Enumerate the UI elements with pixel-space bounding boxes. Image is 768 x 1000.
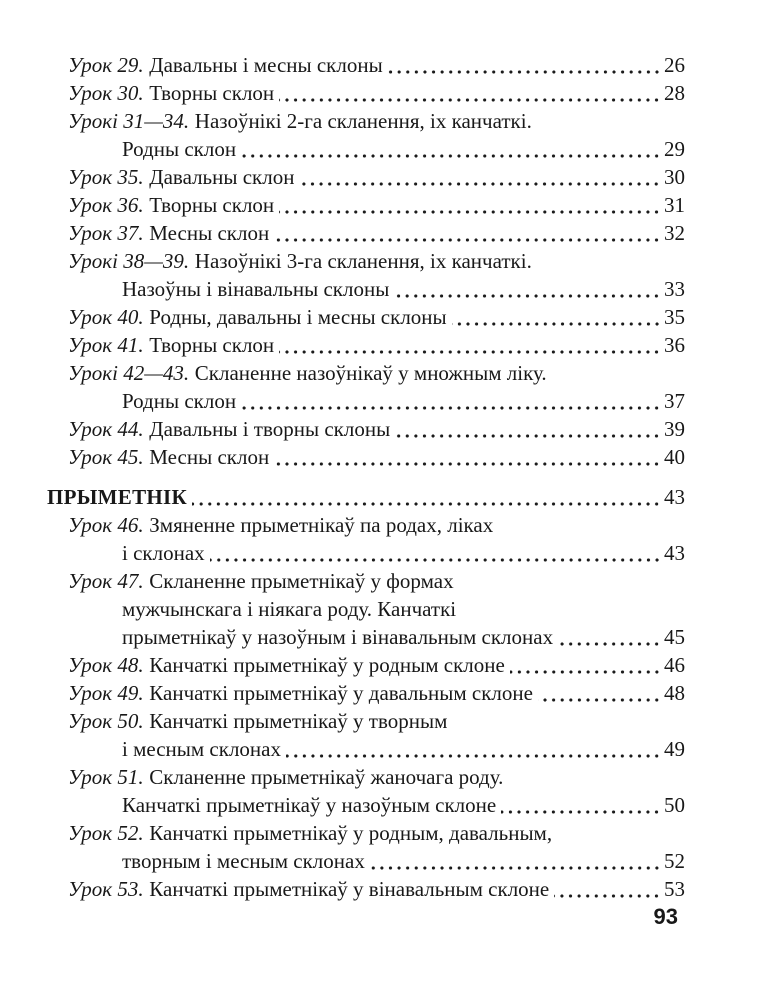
lesson-label: Урок 50. [68, 709, 144, 733]
entry-title: Канчаткі прыметнікаў у давальным склоне [149, 681, 533, 705]
dot-leader [274, 79, 664, 107]
page-folio: 93 [653, 904, 678, 929]
entry-title: Канчаткі прыметнікаў у вінавальным склоне [149, 877, 550, 901]
entry-title: Назоўнікі 3-га скланення, іх канчаткі. [194, 249, 532, 273]
toc-entry [68, 763, 685, 791]
dot-leader [496, 791, 664, 819]
dot-leader [390, 415, 664, 443]
toc-entry [68, 331, 685, 359]
dot-leader [549, 875, 664, 903]
lesson-label: Урокі 42—43. [68, 361, 190, 385]
dot-leader [365, 847, 664, 875]
entry-title: творным і месным склонах [122, 849, 365, 873]
dot-leader [553, 623, 664, 651]
toc-entry [122, 735, 685, 763]
entry-page-number: 48 [664, 681, 685, 705]
entry-page-number: 28 [664, 81, 685, 105]
lesson-label: Урок 49. [68, 681, 144, 705]
entry-title: Назоўнікі 2-га скланення, іх канчаткі. [194, 109, 532, 133]
dot-leader [269, 443, 664, 471]
dot-leader [505, 651, 664, 679]
entry-title: і месным склонах [122, 737, 281, 761]
entry-title: Давальны і творны склоны [149, 417, 391, 441]
entry-title: і склонах [122, 541, 205, 565]
entry-title: Канчаткі прыметнікаў у назоўным склоне [122, 793, 497, 817]
entry-title: Творны склон [149, 333, 275, 357]
toc-entry [122, 623, 685, 651]
dot-leader [533, 679, 664, 707]
entry-title: Родны склон [122, 137, 237, 161]
toc-entry [68, 707, 685, 735]
folio-row [47, 905, 685, 929]
toc-entry [122, 791, 685, 819]
toc-section-heading [47, 483, 685, 511]
entry-title: Канчаткі прыметнікаў у родным, давальным, [149, 821, 553, 845]
lesson-label: Урок 37. [68, 221, 144, 245]
toc-page [47, 51, 685, 929]
lesson-label: Урок 47. [68, 569, 144, 593]
entry-title: Месны склон [149, 221, 270, 245]
toc-entry [68, 107, 685, 135]
entry-title: Назоўны і вінавальны склоны [122, 277, 390, 301]
dot-leader [236, 387, 664, 415]
entry-title: Давальны склон [149, 165, 295, 189]
entry-page-number: 53 [664, 877, 685, 901]
entry-title: мужчынскага і ніякага роду. Канчаткі [122, 597, 457, 621]
lesson-label: Урок 41. [68, 333, 144, 357]
entry-title: Скланенне прыметнікаў жаночага роду. [149, 765, 504, 789]
entry-title: Родны склон [122, 389, 237, 413]
toc-entry [68, 51, 685, 79]
entry-title: Скланенне прыметнікаў у формах [149, 569, 454, 593]
dot-leader [281, 735, 664, 763]
entry-title: Скланенне назоўнікаў у множным ліку. [194, 361, 547, 385]
entry-page-number: 31 [664, 193, 685, 217]
entry-title: ПРЫМЕТНІК [47, 485, 188, 509]
toc-entry [68, 415, 685, 443]
dot-leader [236, 135, 664, 163]
toc-entry [68, 567, 685, 595]
lesson-label: Урок 30. [68, 81, 144, 105]
dot-leader [205, 539, 664, 567]
entry-title: Канчаткі прыметнікаў у творным [149, 709, 448, 733]
lesson-label: Урок 29. [68, 53, 144, 77]
toc-entry [68, 875, 685, 903]
entry-page-number: 37 [664, 389, 685, 413]
entry-page-number: 40 [664, 445, 685, 469]
toc-entry [68, 247, 685, 275]
toc-entry [68, 191, 685, 219]
entry-title: Давальны і месны склоны [149, 53, 383, 77]
entry-page-number: 52 [664, 849, 685, 873]
toc-entry [122, 387, 685, 415]
lesson-label: Урокі 38—39. [68, 249, 190, 273]
dot-leader [294, 163, 664, 191]
entry-page-number: 30 [664, 165, 685, 189]
toc-entry [68, 511, 685, 539]
entry-title: прыметнікаў у назоўным і вінавальным склонах [122, 625, 554, 649]
dot-leader [389, 275, 664, 303]
entry-page-number: 43 [664, 541, 685, 565]
dot-leader [269, 219, 664, 247]
entry-page-number: 33 [664, 277, 685, 301]
toc-entry [122, 847, 685, 875]
entry-title: Родны, давальны і месны склоны [149, 305, 447, 329]
entry-page-number: 50 [664, 793, 685, 817]
lesson-label: Урок 48. [68, 653, 144, 677]
lesson-label: Урок 45. [68, 445, 144, 469]
toc-entry [122, 135, 685, 163]
entry-title: Месны склон [149, 445, 270, 469]
entry-page-number: 32 [664, 221, 685, 245]
entry-page-number: 29 [664, 137, 685, 161]
toc-entry [68, 359, 685, 387]
lesson-label: Урок 53. [68, 877, 144, 901]
lesson-label: Урок 36. [68, 193, 144, 217]
toc-entry [122, 275, 685, 303]
lesson-label: Урок 51. [68, 765, 144, 789]
entry-page-number: 49 [664, 737, 685, 761]
toc-entry [68, 651, 685, 679]
entry-title: Змяненне прыметнікаў па родах, ліках [149, 513, 494, 537]
lesson-label: Урок 52. [68, 821, 144, 845]
lesson-label: Урок 40. [68, 305, 144, 329]
lesson-label: Урок 44. [68, 417, 144, 441]
entry-page-number: 46 [664, 653, 685, 677]
dot-leader [187, 483, 664, 511]
lesson-label: Урок 35. [68, 165, 144, 189]
entry-title: Творны склон [149, 81, 275, 105]
toc-entry [68, 679, 685, 707]
lesson-label: Урокі 31—34. [68, 109, 190, 133]
toc-entry [122, 539, 685, 567]
entry-title: Творны склон [149, 193, 275, 217]
dot-leader [447, 303, 664, 331]
entry-page-number: 39 [664, 417, 685, 441]
toc-entry [122, 595, 685, 623]
toc-entry [68, 219, 685, 247]
lesson-label: Урок 46. [68, 513, 144, 537]
toc-entry [68, 79, 685, 107]
dot-leader [383, 51, 664, 79]
toc-entry [68, 443, 685, 471]
dot-leader [274, 331, 664, 359]
entry-page-number: 45 [664, 625, 685, 649]
entry-page-number: 36 [664, 333, 685, 357]
toc-entry [68, 303, 685, 331]
toc-entry [68, 819, 685, 847]
dot-leader [274, 191, 664, 219]
entry-page-number: 35 [664, 305, 685, 329]
entry-title: Канчаткі прыметнікаў у родным склоне [149, 653, 505, 677]
toc [47, 51, 685, 903]
toc-entry [68, 163, 685, 191]
entry-page-number: 26 [664, 53, 685, 77]
entry-page-number: 43 [664, 485, 685, 509]
